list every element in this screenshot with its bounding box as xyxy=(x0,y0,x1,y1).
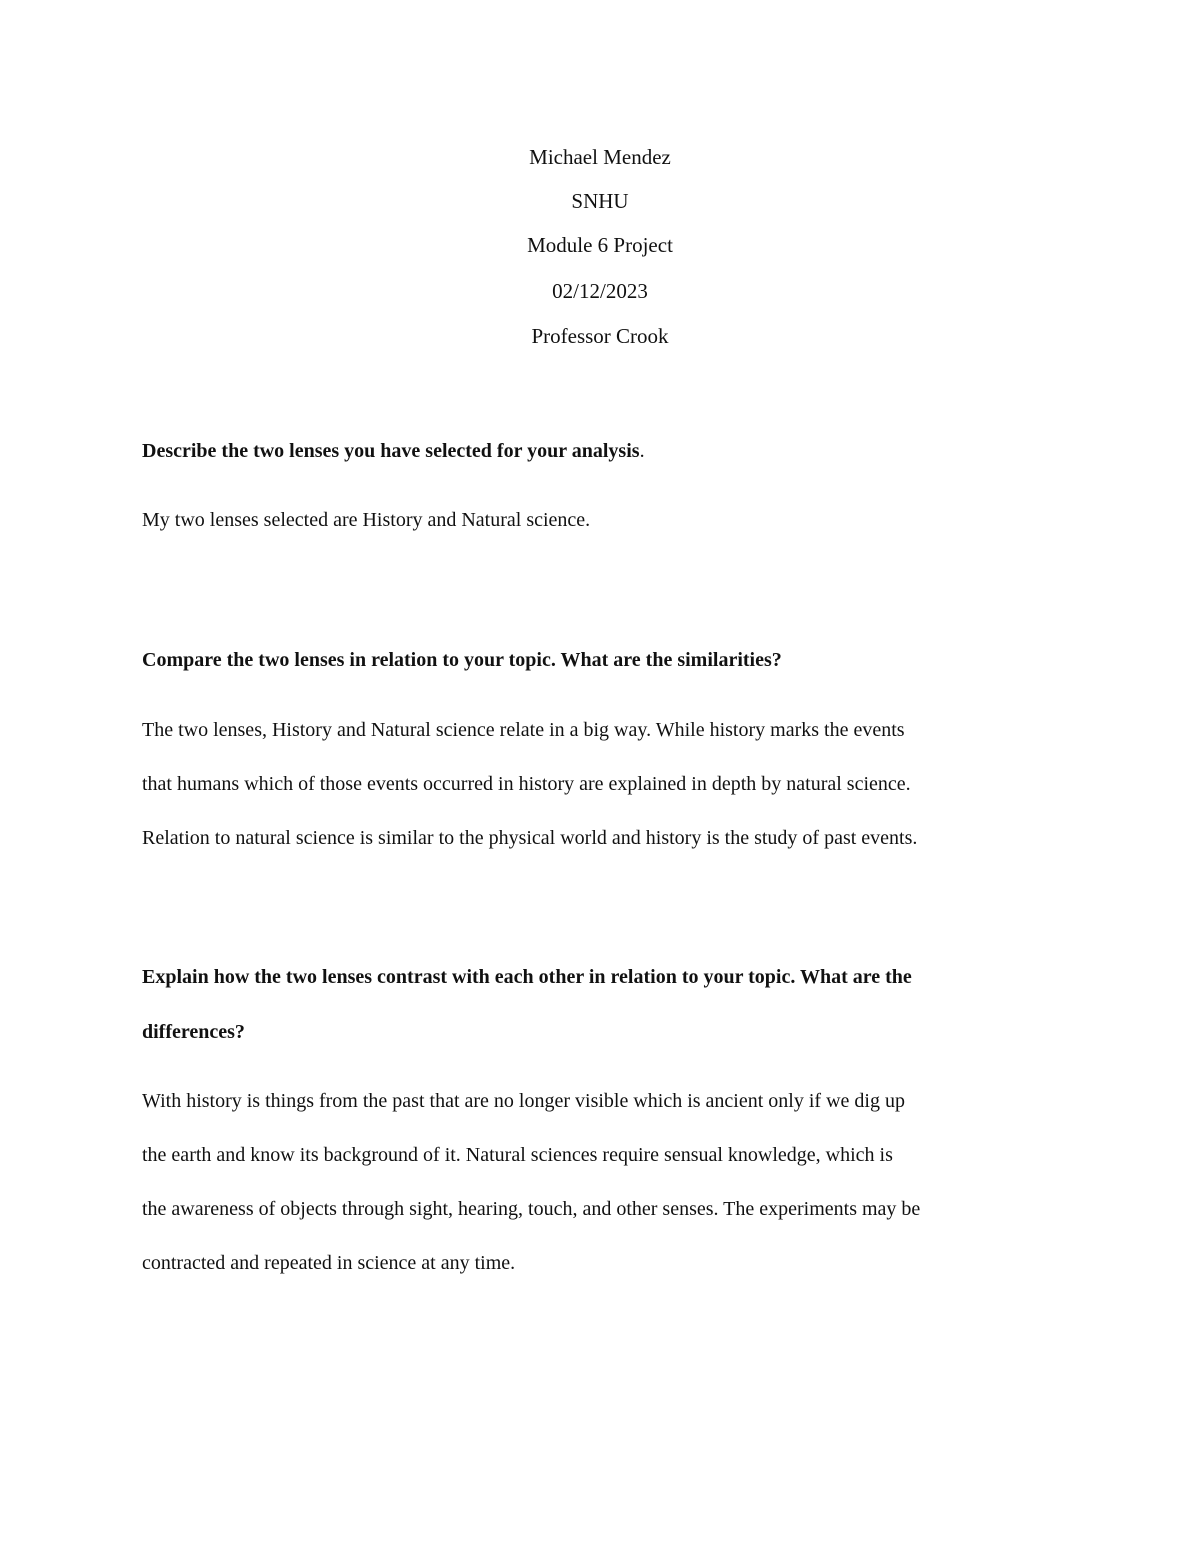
section-question: Explain how the two lenses contrast with each other in relation to your topic. What are the xyxy=(142,966,912,988)
answer-line: Relation to natural science is similar to the physical world and history is the study of past events. xyxy=(142,827,918,849)
section-question: differences? xyxy=(142,1021,245,1043)
section-question: Compare the two lenses in relation to your topic. What are the similarities? xyxy=(142,649,782,671)
question-trailing-period: . xyxy=(639,440,645,462)
school-name: SNHU xyxy=(571,189,629,213)
answer-line: The two lenses, History and Natural science relate in a big way. While history marks the events xyxy=(142,719,905,741)
assignment-date: 02/12/2023 xyxy=(552,279,648,303)
professor-name: Professor Crook xyxy=(531,324,669,348)
answer-line: the awareness of objects through sight, hearing, touch, and other senses. The experiments may be xyxy=(142,1198,921,1220)
answer-line: My two lenses selected are History and Natural science. xyxy=(142,509,591,531)
answer-line: that humans which of those events occurred in history are explained in depth by natural science. xyxy=(142,773,911,795)
answer-line: the earth and know its background of it. Natural sciences require sensual knowledge, which is xyxy=(142,1144,893,1166)
assignment-title: Module 6 Project xyxy=(527,233,673,257)
section-question xyxy=(142,424,1072,478)
answer-line: contracted and repeated in science at any time. xyxy=(142,1252,516,1274)
answer-line: With history is things from the past that are no longer visible which is ancient only if we dig up xyxy=(142,1090,905,1112)
author-name: Michael Mendez xyxy=(529,145,671,169)
question-text: Describe the two lenses you have selected for your analysis xyxy=(142,440,640,462)
